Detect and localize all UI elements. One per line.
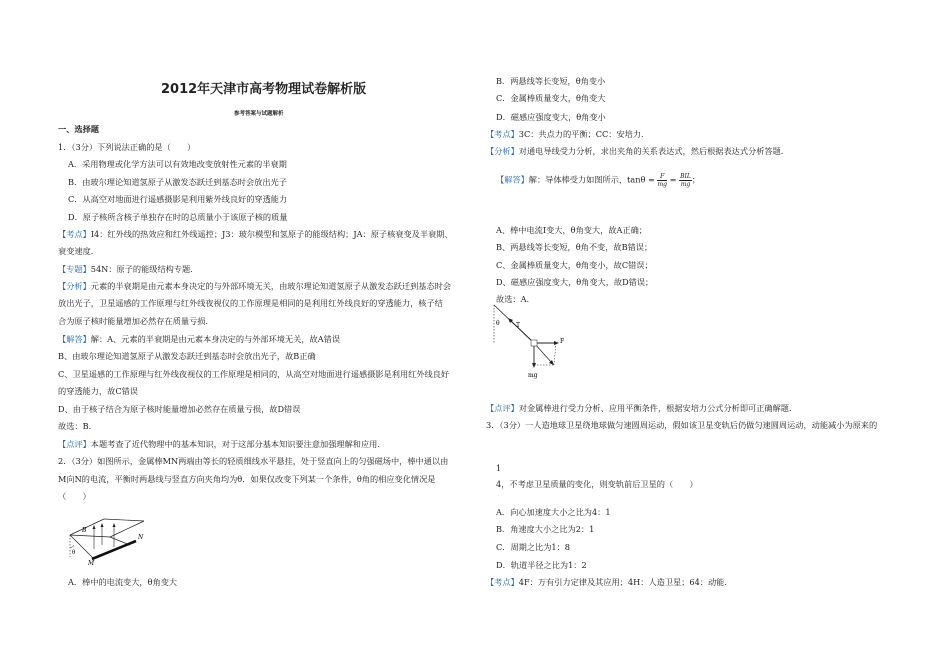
frac2-den: mg	[680, 181, 691, 188]
fraction-bil-over-mg	[679, 173, 692, 188]
fig2-label-f: F	[560, 338, 565, 345]
equals-sign: =	[648, 174, 655, 185]
line-text: C．从高空对地面进行遥感摄影是利用紫外线良好的穿透能力	[68, 194, 288, 204]
tag-solution: 【解答】	[496, 174, 529, 185]
section-heading: 一、选择题	[58, 124, 99, 134]
line-text: B．由玻尔理论知道氢原子从激发态跃迁到基态时会放出光子	[68, 177, 287, 187]
left-lines-line	[58, 404, 300, 414]
fig1-label-n: N	[138, 534, 144, 541]
line-text: 3．（3分）一人造地球卫星绕地球做匀速圆周运动，假如该卫星变轨后仍做匀速圆周运动，动能减小为原来的	[486, 420, 878, 430]
left-lines-line	[58, 439, 380, 449]
line-text: D．磁感应强度变大，θ角变小	[496, 112, 606, 122]
right-lines-line	[496, 524, 594, 534]
right-lines-line	[496, 225, 647, 235]
line-text: B．两悬线等长变短，θ角变小	[496, 76, 606, 86]
section-tag: 【考点】	[58, 229, 91, 239]
right-lines-line	[496, 507, 611, 517]
left-lines-line	[58, 281, 451, 291]
line-text: 1	[496, 463, 502, 473]
section-tag: 【点评】	[58, 439, 91, 449]
right-lines-line	[496, 479, 698, 489]
line-text: 3C：共点力的平衡；CC：安培力.	[518, 129, 644, 139]
right-lines-line	[486, 129, 644, 139]
left-lines-line	[68, 159, 287, 169]
right-lines-line	[496, 463, 501, 473]
section-tag: 【分析】	[486, 146, 519, 156]
left-lines-line	[58, 474, 435, 484]
right-lines-line	[496, 242, 652, 252]
line-text: 解：A、元素的半衰期是由元素本身决定的与外部环境无关，故A错误	[90, 334, 341, 344]
line-text: A．采用物理或化学方法可以有效地改变放射性元素的半衰期	[68, 159, 287, 169]
right-lines-line	[496, 76, 605, 86]
left-lines-line	[58, 334, 340, 344]
fig2-label-mg: mg	[528, 372, 538, 379]
line-text: 衰变速度.	[58, 246, 94, 256]
frac1-num: F	[657, 173, 667, 181]
line-text: 的穿透能力，故C错误	[58, 386, 138, 396]
section-tag: 【专题】	[58, 264, 91, 274]
solution-line	[496, 173, 700, 188]
right-lines-line	[496, 542, 570, 552]
figure-rod-in-field	[64, 517, 154, 567]
fig2-label-t: T	[516, 322, 521, 329]
section-tag: 【分析】	[58, 281, 91, 291]
left-lines-line	[58, 229, 453, 239]
equals-sign-2: =	[669, 174, 677, 185]
line-text: C、卫星遥感的工作原理与红外线夜视仪的工作原理是相同的，从高空对地面进行遥感摄影是利用红外线良好	[58, 369, 450, 379]
line-text: 4，不考虑卫星质量的变化，则变轨前后卫星的（ ）	[496, 479, 698, 489]
line-text: M向N的电流，平衡时两悬线与竖直方向夹角均为θ．如果仅改变下列某一个条件，θ角的相应变化情况是	[58, 474, 436, 484]
left-lines-line	[58, 298, 443, 308]
figure-force-diagram	[490, 303, 580, 383]
left-lines-line	[58, 246, 93, 256]
line-text: 故选：B.	[58, 421, 92, 431]
right-lines-line	[486, 577, 727, 587]
left-lines-line	[58, 142, 195, 152]
line-text: 对通电导线受力分析，求出夹角的关系表达式，然后根据表达式分析答题.	[518, 146, 784, 156]
left-lines-line	[58, 421, 91, 431]
line-text: D．轨道半径之比为1：2	[496, 560, 587, 570]
line-text: I4：红外线的热效应和红外线遥控；J3：玻尔模型和氢原子的能级结构；JA：原子核衰变及半衰期、	[90, 229, 453, 239]
fig1-label-b: B	[82, 527, 87, 534]
right-lines-line	[496, 112, 606, 122]
left-lines-line	[58, 316, 208, 326]
frac1-den: mg	[657, 181, 668, 188]
right-lines-line	[496, 93, 605, 103]
line-text: B、两悬线等长变短，θ角不变，故B错误；	[496, 242, 653, 252]
section-tag: 【点评】	[486, 403, 519, 413]
line-text: C．金属棒质量变大，θ角变大	[496, 93, 606, 103]
left-lines-line	[58, 386, 138, 396]
line-text: 元素的半衰期是由元素本身决定的与外部环境无关，由玻尔理论知道氢原子从激发态跃迁到基态时会	[90, 281, 452, 291]
section-tag: 【考点】	[486, 129, 519, 139]
fig1-label-m: M	[88, 560, 95, 567]
line-text: 故选：A.	[496, 294, 530, 304]
solution-end: ；	[691, 174, 701, 185]
right-lines-line	[486, 403, 792, 413]
line-text: 1．（3分）下列说法正确的是（ ）	[58, 142, 196, 152]
right-lines-line	[486, 146, 783, 156]
solution-text: 解：导体棒受力如图所示，tanθ	[528, 174, 646, 185]
page-title: 2012年天津市高考物理试卷解析版	[161, 82, 367, 97]
left-lines-line	[68, 194, 287, 204]
fig1-label-theta: θ	[72, 550, 76, 556]
left-lines-line	[58, 456, 448, 466]
section-tag: 【解答】	[58, 334, 91, 344]
left-lines-line	[58, 351, 316, 361]
frac2-num: BIL	[680, 173, 691, 180]
left-lines-line	[68, 177, 287, 187]
line-text: 放出光子，卫星遥感的工作原理与红外线夜视仪的工作原理是相同的是利用红外线良好的穿透能力，核子结	[58, 298, 443, 308]
fraction-f-over-mg	[657, 173, 667, 188]
line-text: C、金属棒质量变大，θ角变小，故C错误；	[496, 260, 653, 270]
fig2-label-theta: θ	[496, 320, 500, 327]
line-text: 2．（3分）如图所示，金属棒MN两端由等长的轻质细线水平悬挂，处于竖直向上的匀强磁场中，棒中通以由	[58, 456, 449, 466]
line-text: 4F：万有引力定律及其应用；4H：人造卫星；64：动能.	[518, 577, 727, 587]
right-lines-line	[496, 277, 653, 287]
line-text: D、由于核子结合为原子核时能量增加必然存在质量亏损，故D错误	[58, 404, 301, 414]
left-lines-line	[68, 577, 177, 587]
left-lines-line	[58, 369, 449, 379]
line-text: D、磁感应强度变大，θ角变大，故D错误；	[496, 277, 654, 287]
page-subtitle: 参考答案与试题解析	[234, 111, 284, 117]
right-lines-line	[486, 420, 877, 430]
line-text: 对金属棒进行受力分析、应用平衡条件，根据安培力公式分析即可正确解题.	[518, 403, 792, 413]
line-text: （ ）	[58, 491, 91, 501]
line-text: 本题考查了近代物理中的基本知识，对于这部分基本知识要注意加强理解和应用.	[90, 439, 380, 449]
left-lines-line	[58, 491, 91, 501]
line-text: A．棒中的电流变大，θ角变大	[68, 577, 178, 587]
line-text: 合为原子核时能量增加必然存在质量亏损.	[58, 316, 208, 326]
line-text: C．周期之比为1：8	[496, 542, 570, 552]
line-text: B．角速度大小之比为2：1	[496, 524, 595, 534]
line-text: D．原子核所含核子单独存在时的总质量小于该原子核的质量	[68, 212, 288, 222]
line-text: A、棒中电流I变大，θ角变大，故A正确；	[496, 225, 647, 235]
right-lines-line	[496, 560, 587, 570]
left-lines-line	[58, 264, 193, 274]
right-lines-line	[496, 260, 653, 270]
section-tag: 【考点】	[486, 577, 519, 587]
line-text: B、由玻尔理论知道氢原子从激发态跃迁到基态时会放出光子，故B正确	[58, 351, 316, 361]
line-text: 54N：原子的能级结构专题.	[90, 264, 193, 274]
left-lines-line	[68, 212, 287, 222]
line-text: A．向心加速度大小之比为4：1	[496, 507, 611, 517]
